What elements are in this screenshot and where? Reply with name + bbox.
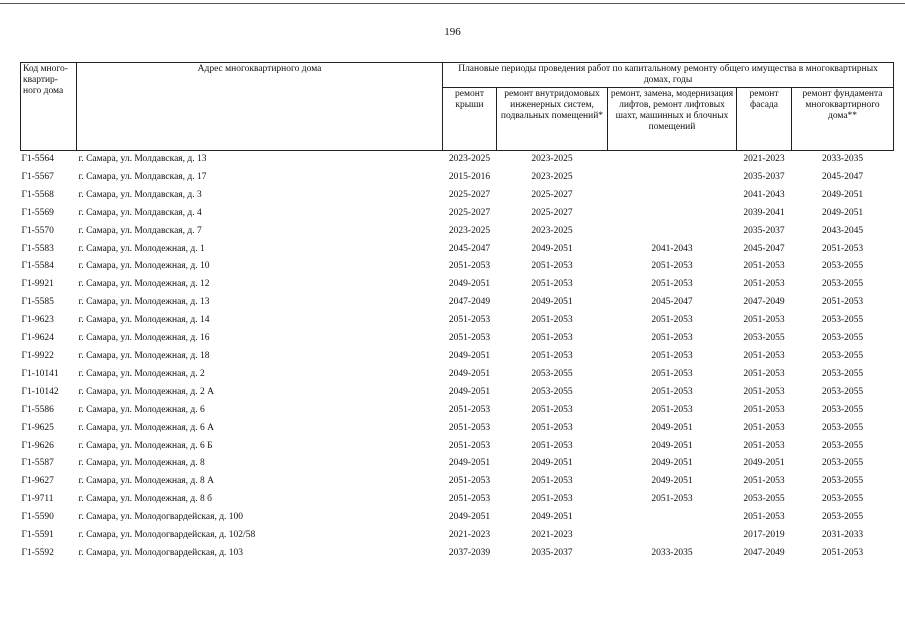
header-roof: ремонт крыши [443, 88, 497, 151]
cell-elevators [608, 509, 737, 527]
cell-elevators [608, 527, 737, 545]
cell-roof: 2051-2053 [448, 261, 491, 272]
capital-repair-table [20, 62, 894, 563]
cell-address: г. Самара, ул. Молодогвардейская, д. 100 [78, 512, 244, 523]
cell-address: г. Самара, ул. Молодежная, д. 16 [78, 333, 210, 344]
cell-roof: 2051-2053 [448, 494, 491, 505]
cell-engineering: 2025-2027 [531, 189, 573, 200]
cell-foundation: 2053-2055 [821, 333, 864, 344]
cell-elevators: 2049-2051 [651, 476, 693, 487]
cell-elevators: 2051-2053 [651, 315, 693, 326]
cell-code: Г1-9711 [21, 494, 54, 505]
header-facade: ремонт фасада [737, 88, 792, 151]
cell-foundation: 2053-2055 [821, 315, 864, 326]
cell-facade: 2051-2053 [743, 404, 785, 415]
cell-engineering: 2051-2053 [531, 261, 573, 272]
cell-engineering: 2049-2051 [531, 297, 573, 308]
cell-facade: 2053-2055 [743, 333, 785, 344]
cell-foundation: 2053-2055 [821, 422, 864, 433]
cell-foundation: 2053-2055 [821, 386, 864, 397]
cell-roof: 2037-2039 [448, 547, 491, 558]
cell-roof: 2025-2027 [448, 189, 491, 200]
cell-code: Г1-5570 [21, 225, 54, 236]
cell-engineering: 2051-2053 [531, 422, 573, 433]
cell-elevators: 2051-2053 [651, 279, 693, 290]
cell-code: Г1-9921 [21, 279, 54, 290]
cell-engineering: 2053-2055 [531, 386, 573, 397]
cell-code: Г1-5590 [21, 512, 54, 523]
cell-code: Г1-5592 [21, 547, 54, 558]
header-address: Адрес многоквартирного дома [77, 63, 443, 151]
cell-address: г. Самара, ул. Молдавская, д. 13 [78, 154, 207, 164]
table-row [21, 402, 894, 420]
cell-address: г. Самара, ул. Молодежная, д. 10 [78, 261, 210, 272]
table-row [21, 473, 894, 491]
cell-facade: 2051-2053 [743, 386, 785, 397]
table-row [21, 258, 894, 276]
cell-foundation: 2053-2055 [821, 440, 864, 451]
cell-foundation: 2053-2055 [821, 368, 864, 379]
table-row [21, 205, 894, 223]
cell-facade: 2051-2053 [743, 476, 785, 487]
cell-address: г. Самара, ул. Молодогвардейская, д. 102/58 [78, 530, 256, 541]
cell-roof: 2051-2053 [448, 476, 491, 487]
cell-facade: 2045-2047 [743, 243, 785, 254]
cell-facade: 2047-2049 [743, 547, 785, 558]
cell-facade: 2049-2051 [743, 458, 785, 469]
cell-engineering: 2051-2053 [531, 279, 573, 290]
cell-roof: 2021-2023 [448, 530, 491, 541]
table-row [21, 330, 894, 348]
table-row [21, 187, 894, 205]
cell-engineering: 2049-2051 [531, 512, 573, 523]
cell-address: г. Самара, ул. Молдавская, д. 17 [78, 171, 207, 182]
cell-roof: 2051-2053 [448, 440, 491, 451]
cell-code: Г1-9625 [21, 422, 54, 433]
table-row [21, 455, 894, 473]
cell-address: г. Самара, ул. Молдавская, д. 3 [78, 189, 202, 200]
cell-roof: 2051-2053 [448, 422, 491, 433]
cell-engineering: 2051-2053 [531, 333, 573, 344]
table-body [21, 151, 894, 563]
table-row [21, 420, 894, 438]
cell-roof: 2049-2051 [448, 350, 491, 361]
cell-address: г. Самара, ул. Молодежная, д. 12 [78, 279, 210, 290]
cell-address: г. Самара, ул. Молодежная, д. 8 А [78, 476, 214, 487]
cell-code: Г1-5569 [21, 207, 54, 218]
cell-roof: 2051-2053 [448, 333, 491, 344]
cell-address: г. Самара, ул. Молодежная, д. 18 [78, 350, 210, 361]
cell-roof: 2051-2053 [448, 404, 491, 415]
cell-code: Г1-5587 [21, 458, 54, 469]
cell-address: г. Самара, ул. Молодежная, д. 14 [78, 315, 210, 326]
cell-engineering: 2051-2053 [531, 476, 573, 487]
cell-code: Г1-5568 [21, 189, 54, 200]
table-row [21, 294, 894, 312]
cell-elevators [608, 151, 737, 169]
header-foundation: ремонт фундамента многоквартирного дома** [792, 88, 894, 151]
cell-code: Г1-9624 [21, 333, 54, 344]
top-rule [0, 3, 905, 4]
cell-facade: 2051-2053 [743, 368, 785, 379]
cell-foundation: 2053-2055 [821, 512, 864, 523]
cell-address: г. Самара, ул. Молодежная, д. 1 [78, 243, 205, 254]
cell-foundation: 2051-2053 [821, 243, 864, 254]
cell-roof: 2023-2025 [448, 225, 491, 236]
cell-code: Г1-9627 [21, 476, 54, 487]
cell-facade: 2035-2037 [743, 225, 785, 236]
table-row [21, 438, 894, 456]
cell-elevators: 2051-2053 [651, 261, 693, 272]
cell-elevators: 2051-2053 [651, 404, 693, 415]
cell-address: г. Самара, ул. Молдавская, д. 4 [78, 207, 202, 218]
cell-facade: 2053-2055 [743, 494, 785, 505]
cell-elevators: 2051-2053 [651, 368, 693, 379]
header-code: Код много-квартир-ного дома [21, 63, 77, 151]
cell-elevators: 2051-2053 [651, 350, 693, 361]
cell-facade: 2021-2023 [743, 154, 785, 164]
cell-facade: 2051-2053 [743, 440, 785, 451]
cell-facade: 2047-2049 [743, 297, 785, 308]
table-row [21, 366, 894, 384]
cell-engineering: 2051-2053 [531, 404, 573, 415]
cell-elevators [608, 187, 737, 205]
cell-roof: 2049-2051 [448, 512, 491, 523]
cell-roof: 2023-2025 [448, 154, 491, 164]
cell-elevators: 2051-2053 [651, 494, 693, 505]
cell-facade: 2051-2053 [743, 422, 785, 433]
table-row [21, 241, 894, 259]
cell-engineering: 2035-2037 [531, 547, 573, 558]
cell-address: г. Самара, ул. Молдавская, д. 7 [78, 225, 202, 236]
cell-address: г. Самара, ул. Молодежная, д. 6 [78, 404, 205, 415]
cell-roof: 2025-2027 [448, 207, 491, 218]
cell-foundation: 2049-2051 [821, 207, 864, 218]
header-elevators: ремонт, замена, модернизация лифтов, ремонт лифтовых шахт, машинных и блочных помещений [608, 88, 737, 151]
table-row [21, 276, 894, 294]
cell-foundation: 2053-2055 [821, 350, 864, 361]
cell-code: Г1-5564 [21, 154, 54, 164]
cell-foundation: 2043-2045 [821, 225, 864, 236]
cell-address: г. Самара, ул. Молодежная, д. 8 [78, 458, 205, 469]
cell-address: г. Самара, ул. Молодогвардейская, д. 103 [78, 547, 244, 558]
cell-elevators: 2051-2053 [651, 333, 693, 344]
cell-facade: 2035-2037 [743, 171, 785, 182]
table-row [21, 348, 894, 366]
cell-elevators: 2049-2051 [651, 422, 693, 433]
cell-foundation: 2031-2033 [821, 530, 864, 541]
cell-elevators: 2049-2051 [651, 458, 693, 469]
cell-elevators [608, 169, 737, 187]
table-row [21, 491, 894, 509]
header-periods: Плановые периоды проведения работ по капитальному ремонту общего имущества в многоквартирных домах, годы [443, 63, 894, 88]
cell-code: Г1-5591 [21, 530, 54, 541]
cell-engineering: 2021-2023 [531, 530, 573, 541]
cell-foundation: 2051-2053 [821, 547, 864, 558]
cell-roof: 2049-2051 [448, 279, 491, 290]
cell-facade: 2017-2019 [743, 530, 785, 541]
cell-foundation: 2053-2055 [821, 494, 864, 505]
table-row [21, 169, 894, 187]
cell-roof: 2045-2047 [448, 243, 491, 254]
cell-code: Г1-10142 [21, 386, 59, 397]
cell-foundation: 2053-2055 [821, 404, 864, 415]
cell-code: Г1-5585 [21, 297, 54, 308]
cell-address: г. Самара, ул. Молодежная, д. 13 [78, 297, 210, 308]
cell-roof: 2049-2051 [448, 458, 491, 469]
cell-facade: 2051-2053 [743, 279, 785, 290]
cell-code: Г1-5567 [21, 171, 54, 182]
cell-elevators: 2041-2043 [651, 243, 693, 254]
cell-engineering: 2025-2027 [531, 207, 573, 218]
table-row [21, 312, 894, 330]
cell-roof: 2051-2053 [448, 315, 491, 326]
cell-engineering: 2023-2025 [531, 171, 573, 182]
cell-code: Г1-9626 [21, 440, 54, 451]
cell-address: г. Самара, ул. Молодежная, д. 8 б [78, 494, 212, 505]
cell-engineering: 2053-2055 [531, 368, 573, 379]
cell-roof: 2047-2049 [448, 297, 491, 308]
cell-elevators: 2033-2035 [651, 547, 693, 558]
cell-engineering: 2051-2053 [531, 350, 573, 361]
cell-code: Г1-9922 [21, 350, 54, 361]
page-number: 196 [444, 26, 461, 38]
cell-foundation: 2049-2051 [821, 189, 864, 200]
cell-engineering: 2049-2051 [531, 458, 573, 469]
cell-roof: 2049-2051 [448, 386, 491, 397]
cell-code: Г1-9623 [21, 315, 54, 326]
cell-elevators: 2049-2051 [651, 440, 693, 451]
cell-address: г. Самара, ул. Молодежная, д. 6 А [78, 422, 214, 433]
cell-roof: 2015-2016 [448, 171, 491, 182]
cell-elevators [608, 223, 737, 241]
table-row [21, 223, 894, 241]
cell-facade: 2051-2053 [743, 350, 785, 361]
cell-foundation: 2053-2055 [821, 458, 864, 469]
cell-facade: 2051-2053 [743, 315, 785, 326]
cell-roof: 2049-2051 [448, 368, 491, 379]
cell-code: Г1-5586 [21, 404, 54, 415]
cell-foundation: 2045-2047 [821, 171, 864, 182]
header-engineering: ремонт внутридомовых инженерных систем, подвальных помещений* [497, 88, 608, 151]
cell-elevators: 2045-2047 [651, 297, 693, 308]
table-row [21, 527, 894, 545]
table-row [21, 384, 894, 402]
cell-code: Г1-10141 [21, 368, 59, 379]
cell-engineering: 2051-2053 [531, 494, 573, 505]
cell-engineering: 2051-2053 [531, 315, 573, 326]
cell-foundation: 2033-2035 [821, 154, 864, 164]
cell-foundation: 2051-2053 [821, 297, 864, 308]
cell-engineering: 2051-2053 [531, 440, 573, 451]
cell-facade: 2051-2053 [743, 261, 785, 272]
cell-engineering: 2023-2025 [531, 225, 573, 236]
cell-foundation: 2053-2055 [821, 279, 864, 290]
cell-elevators: 2051-2053 [651, 386, 693, 397]
cell-facade: 2039-2041 [743, 207, 785, 218]
cell-facade: 2051-2053 [743, 512, 785, 523]
cell-address: г. Самара, ул. Молодежная, д. 2 [78, 368, 205, 379]
cell-code: Г1-5584 [21, 261, 54, 272]
cell-code: Г1-5583 [21, 243, 54, 254]
cell-facade: 2041-2043 [743, 189, 785, 200]
table-row [21, 509, 894, 527]
cell-address: г. Самара, ул. Молодежная, д. 2 А [78, 386, 214, 397]
cell-foundation: 2053-2055 [821, 261, 864, 272]
cell-engineering: 2049-2051 [531, 243, 573, 254]
cell-engineering: 2023-2025 [531, 154, 573, 164]
cell-foundation: 2053-2055 [821, 476, 864, 487]
table-row [21, 545, 894, 563]
cell-elevators [608, 205, 737, 223]
table-row [21, 151, 894, 169]
cell-address: г. Самара, ул. Молодежная, д. 6 Б [78, 440, 213, 451]
